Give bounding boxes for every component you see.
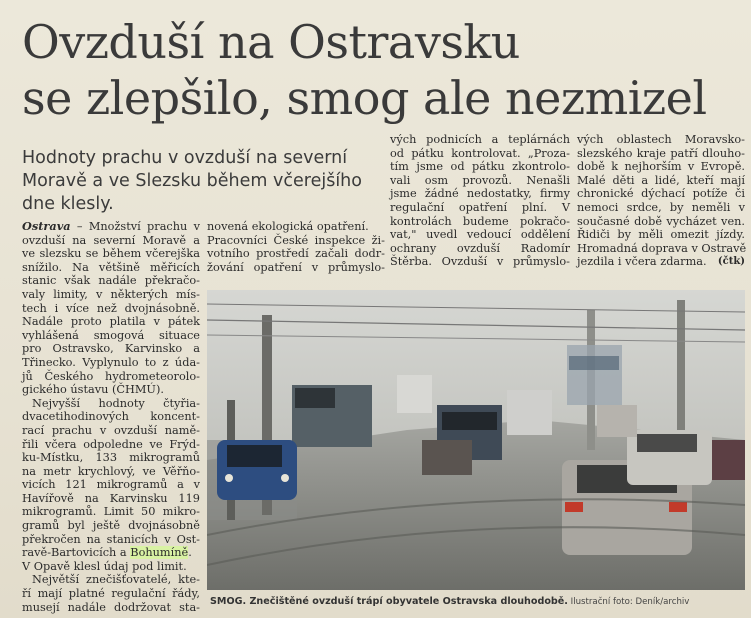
column-line: Štěrba. Ovzduší v průmyslo- — [390, 255, 570, 269]
column-line: Nadále proto platila v pátek — [22, 315, 200, 329]
column-line: vých podnicích a teplárnách — [390, 133, 570, 146]
lead-line: Hodnoty prachu v ovzduší na severní — [22, 148, 348, 168]
column-text: jezdila i včera zdarma. — [577, 255, 707, 269]
column-line: jů Českého hydrometeorolo- — [22, 369, 200, 383]
column-line: nemoci srdce, by neměli v — [577, 200, 745, 214]
column-line: pro Ostravsko, Karvinsko a — [22, 342, 200, 356]
highlighted-word: Bohumíně — [130, 546, 189, 560]
article-photo — [207, 290, 745, 590]
caption-label: SMOG. — [210, 596, 247, 607]
column-line — [22, 546, 200, 560]
column-line: žování opatření v průmyslo- — [207, 260, 385, 274]
column-line: řili včera odpoledne ve Frýd- — [22, 437, 200, 451]
headline-line-1: Ovzduší na Ostravsku — [22, 15, 520, 69]
column-line: kontrolách budeme pokračo- — [390, 214, 570, 228]
column-line: jsme žádné nedostatky, firmy — [390, 187, 570, 201]
column-line — [22, 220, 200, 234]
column-line: tím jsme od pátku zkontrolo- — [390, 160, 570, 174]
column-line: vicích 121 mikrogramů a v — [22, 478, 200, 492]
caption-text: Znečištěné ovzduší trápí obyvatele Ostravska dlouhodobě. — [246, 596, 568, 607]
column-line: době k nejhorším v Evropě. — [577, 160, 745, 174]
column-line: Havířově na Karvinsku 119 — [22, 491, 200, 505]
headline-line-2: se zlepšilo, smog ale nezmizel — [22, 71, 707, 125]
column-line: musejí nadále dodržovat sta- — [22, 600, 200, 614]
dateline-location: Ostrava — [22, 219, 71, 233]
column-line: slezského kraje patří dlouho- — [577, 146, 745, 160]
column-line: V Opavě klesl údaj pod limit. — [22, 559, 187, 573]
column-line: gického ústavu (ČHMÚ). — [22, 383, 164, 397]
column-line: Nejvyšší hodnoty čtyřia- — [32, 396, 200, 410]
article-column-4 — [577, 133, 745, 269]
column-line: vých oblastech Moravsko- — [577, 133, 745, 146]
column-line: na metr krychlový, ve Věřňo- — [22, 464, 200, 478]
column-line: dvacetihodinových koncent- — [22, 410, 200, 424]
article-headline — [22, 14, 742, 126]
column-line: vali osm provozů. Nenašli — [390, 173, 570, 187]
column-text: ravě-Bartovicích a — [22, 546, 131, 560]
lead-line: dne klesly. — [22, 194, 114, 214]
article-column-2 — [207, 220, 385, 274]
column-line: Pracovníci České inspekce ži- — [207, 233, 385, 247]
column-line: překročen na stanicích v Ost- — [22, 532, 200, 546]
column-line: ochrany ovzduší Radomír — [390, 241, 570, 255]
column-line: valy limity, v některých mís- — [22, 287, 200, 301]
column-line: ří mají platné regulační řády, — [22, 587, 200, 601]
column-line: Malé děti a lidé, kteří mají — [577, 173, 745, 187]
column-text: . — [188, 546, 192, 560]
column-line: chronické dýchací potíže či — [577, 187, 745, 201]
column-line: vat," uvedl vedoucí oddělení — [390, 228, 570, 242]
column-line: tech i více než dvojnásobně. — [22, 301, 200, 315]
column-line: Největší znečišťovatelé, kte- — [32, 573, 200, 587]
column-line: novená ekologická opatření. — [207, 220, 369, 233]
column-line: rací prachu v ovzduší namě- — [22, 423, 200, 437]
column-line: Řidiči by měli omezit jízdy. — [577, 228, 745, 242]
column-line: regulační opatření plní. V — [390, 200, 570, 214]
column-line: snížilo. Na většině měřicích — [22, 260, 200, 274]
column-line — [577, 255, 745, 269]
column-line: gramů byl ještě dvojnásobně — [22, 519, 200, 533]
column-line: ku-Místku, 133 mikrogramů — [22, 451, 200, 465]
column-line: ovzduší na severní Moravě a — [22, 233, 200, 247]
column-line: Třinecko. Vyplynulo to z úda- — [22, 355, 200, 369]
column-line: od pátku kontrolovat. „Proza- — [390, 146, 570, 160]
column-text: – Množství prachu v — [70, 220, 200, 233]
article-lead — [22, 147, 367, 216]
lead-line: Moravě a ve Slezsku během včerejšího — [22, 171, 362, 191]
column-line: současné době vycházet ven. — [577, 214, 745, 228]
column-line: stanic však nadále překračo- — [22, 274, 200, 288]
photo-caption — [210, 596, 750, 607]
photo-credit: Ilustrační foto: Deník/archiv — [567, 597, 690, 607]
article-column-3 — [390, 133, 570, 269]
article-column-1 — [22, 220, 200, 614]
column-line: Hromadná doprava v Ostravě — [577, 241, 747, 255]
column-line: mikrogramů. Limit 50 mikro- — [22, 505, 200, 519]
column-line: ve slezsku se během včerejška — [22, 247, 200, 261]
source-tag: (čtk) — [717, 256, 745, 268]
column-line: votního prostředí začali dodr- — [207, 247, 385, 261]
smog-traffic-photo — [207, 290, 745, 590]
column-line: vyhlášená smogová situace — [22, 328, 200, 342]
